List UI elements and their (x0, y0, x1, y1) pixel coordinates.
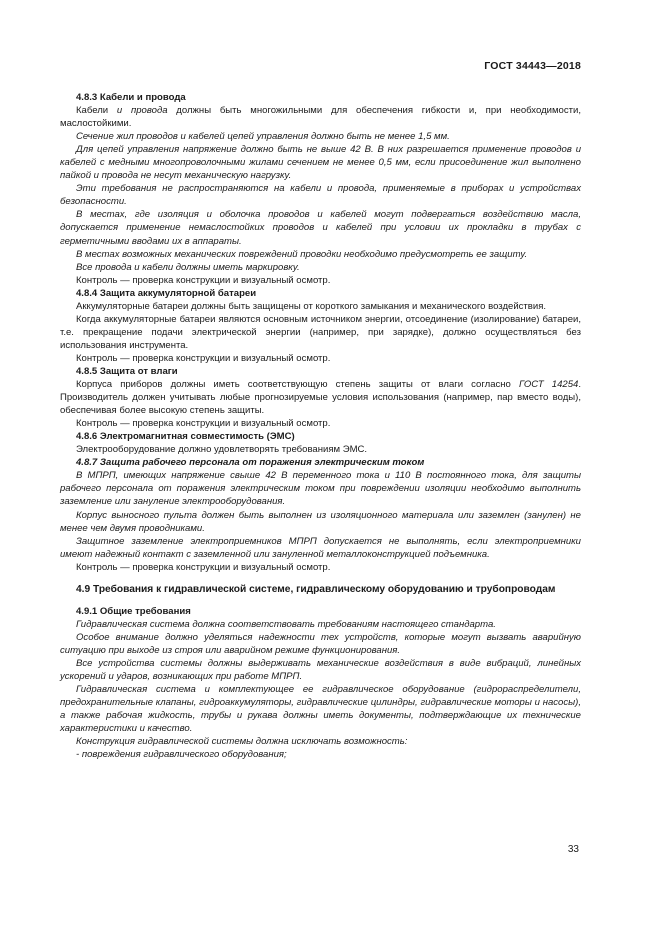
paragraph: Все провода и кабели должны иметь маркировку. (76, 261, 300, 273)
paragraph: Гидравлическая система и комплектующее ее гидравлическое оборудование (гидрораспределители, предохранительные клапаны, гидроаккумуляторы, гидравлические цилиндры, гидравлические моторы и насосы), а также рабочая жидкость, трубы и рукава должны иметь документы, подтверждающие их технические характеристики и качество. (60, 684, 581, 735)
paragraph: В МПРП, имеющих напряжение свыше 42 В переменного тока и 110 В постоянного тока, для защиты рабочего персонала от поражения электрическим током при повреждении изоляции необходимо выполнить заземление или зануление электрооборудования. (60, 470, 581, 508)
paragraph: Все устройства системы должны выдерживать механические воздействия в виде вибраций, линейных ускорений и ударов, возникающих при работе МПРП. (60, 657, 581, 682)
document-body (60, 91, 581, 761)
section-heading-4-8-7: 4.8.7 Защита рабочего персонала от поражения электрическим током (76, 457, 425, 469)
section-heading-4-8-6: 4.8.6 Электромагнитная совместимость (ЭМС) (76, 431, 295, 443)
list-item: - повреждения гидравлического оборудования; (76, 749, 287, 761)
paragraph: Сечение жил проводов и кабелей цепей управления должно быть не менее 1,5 мм. (76, 131, 450, 143)
paragraph: Контроль — проверка конструкции и визуальный осмотр. (76, 561, 331, 573)
paragraph: Контроль — проверка конструкции и визуальный осмотр. (76, 274, 331, 286)
paragraph: Аккумуляторные батареи должны быть защищены от короткого замыкания и механического воздействия. (76, 300, 547, 312)
paragraph: Электрооборудование должно удовлетворять требованиям ЭМС. (76, 444, 368, 456)
paragraph: Конструкция гидравлической системы должна исключать возможность: (76, 736, 408, 748)
section-heading-4-8-3: 4.8.3 Кабели и провода (76, 92, 186, 103)
paragraph: Контроль — проверка конструкции и визуальный осмотр. (76, 418, 331, 430)
section-heading-4-9-1: 4.9.1 Общие требования (76, 605, 191, 617)
paragraph: Корпуса приборов должны иметь соответствующую степень защиты от влаги согласно ГОСТ 14254. Производитель должен учитывать любые прогнозируемые условия использования (например, пар вместо воды), обеспечивая более высокую степень защиты. (60, 379, 581, 417)
paragraph: Защитное заземление электроприемников МПРП допускается не выполнять, если электроприемники имеют надежный контакт с заземленной или зануленной металлоконструкцией подъемника. (60, 535, 581, 560)
paragraph: Когда аккумуляторные батареи являются основным источником энергии, отсоединение (изолирование) батареи, т.е. прекращение подачи электрической энергии (например, при зарядке), должно осуществляться без использования инструмента. (60, 313, 581, 351)
paragraph: В местах, где изоляция и оболочка проводов и кабелей могут подвергаться воздействию масла, допускается применение немаслостойких проводов и кабелей при условии их прокладки в трубах с герметичными вводами их в аппараты. (60, 209, 581, 247)
paragraph: Для цепей управления напряжение должно быть не выше 42 В. В них разрешается применение проводов и кабелей с медными многопроволочными жилами сечением не менее 0,5 мм, если присоединение жил выполнено пайкой и провода не несут механическую нагрузку. (60, 144, 581, 182)
document-id-header: ГОСТ 34443—2018 (484, 60, 581, 72)
paragraph: Контроль — проверка конструкции и визуальный осмотр. (76, 352, 331, 364)
page-number: 33 (567, 844, 579, 855)
paragraph: Гидравлическая система должна соответствовать требованиям настоящего стандарта. (76, 618, 496, 630)
section-heading-4-8-4: 4.8.4 Защита аккумуляторной батареи (76, 287, 257, 299)
paragraph: Эти требования не распространяются на кабели и провода, применяемые в приборах и устройствах безопасности. (60, 183, 581, 208)
section-heading-4-8-5: 4.8.5 Защита от влаги (76, 365, 178, 377)
paragraph: Корпус выносного пульта должен быть выполнен из изоляционного материала или заземлен (занулен) не менее чем двумя проводниками. (60, 509, 581, 534)
paragraph: В местах возможных механических повреждений проводки необходимо предусмотреть ее защиту. (76, 248, 528, 260)
paragraph: Кабели и провода должны быть многожильными для обеспечения гибкости и, при необходимости, маслостойкими. (60, 105, 581, 130)
paragraph: Особое внимание должно уделяться надежности тех устройств, которые могут вызвать аварийную ситуацию при выходе из строя или аварийном режиме функционирования. (60, 631, 581, 656)
section-heading-4-9: 4.9 Требования к гидравлической системе, гидравлическому оборудованию и трубопроводам (76, 583, 556, 595)
